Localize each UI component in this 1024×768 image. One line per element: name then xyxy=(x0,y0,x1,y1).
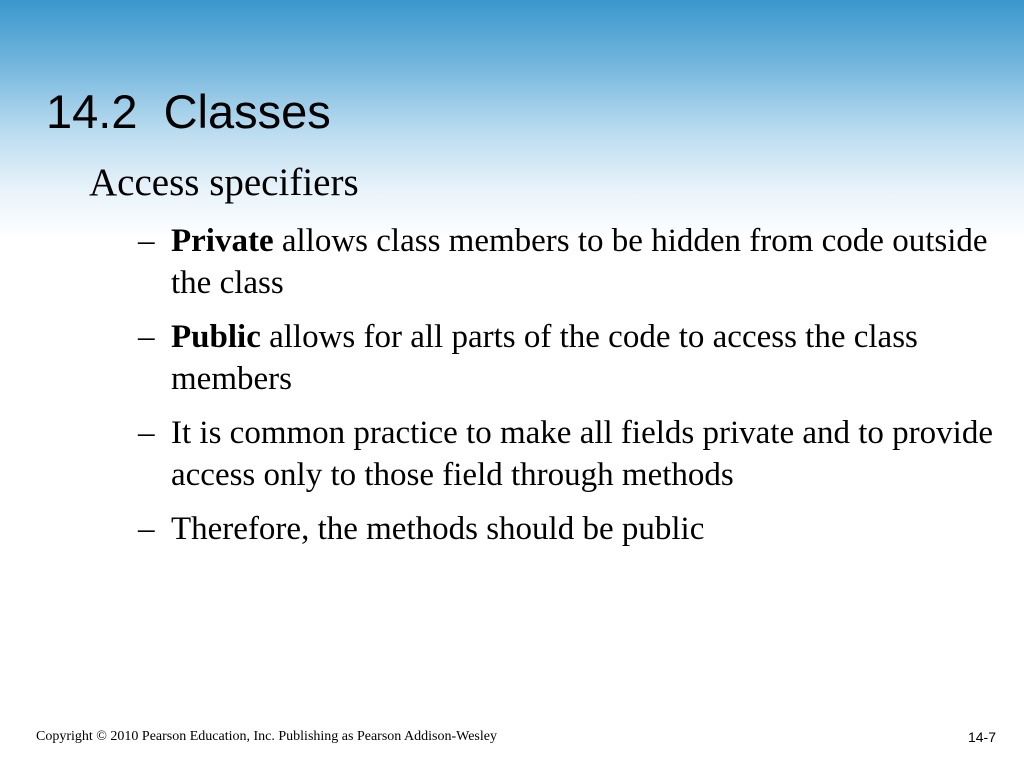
bullet-text: Therefore, the methods should be public xyxy=(171,511,705,547)
slide-heading: Access specifiers xyxy=(89,161,359,204)
footer-copyright: Copyright © 2010 Pearson Education, Inc. Publishing as Pearson Addison-Wesley xyxy=(36,729,497,744)
slide-title: 14.2 Classes xyxy=(46,85,331,138)
page-number: 14-7 xyxy=(967,729,996,745)
bullet-text: allows class members to be hidden from code outside the class xyxy=(171,223,988,301)
dash-bullet-icon: – xyxy=(138,511,155,547)
bullet-list xyxy=(138,220,1008,562)
bullet-item-common-practice xyxy=(138,412,1008,496)
bullet-keyword: Public xyxy=(171,319,261,355)
bullet-text: allows for all parts of the code to access the class members xyxy=(171,319,918,397)
bullet-item-public xyxy=(138,316,1008,400)
bullet-item-private xyxy=(138,220,1008,304)
dash-bullet-icon: – xyxy=(138,415,155,451)
bullet-keyword: Private xyxy=(171,223,274,259)
dash-bullet-icon: – xyxy=(138,319,155,355)
bullet-item-therefore xyxy=(138,508,1008,550)
dash-bullet-icon: – xyxy=(138,223,155,259)
bullet-text: It is common practice to make all fields private and to provide access only to those field through methods xyxy=(171,415,993,493)
